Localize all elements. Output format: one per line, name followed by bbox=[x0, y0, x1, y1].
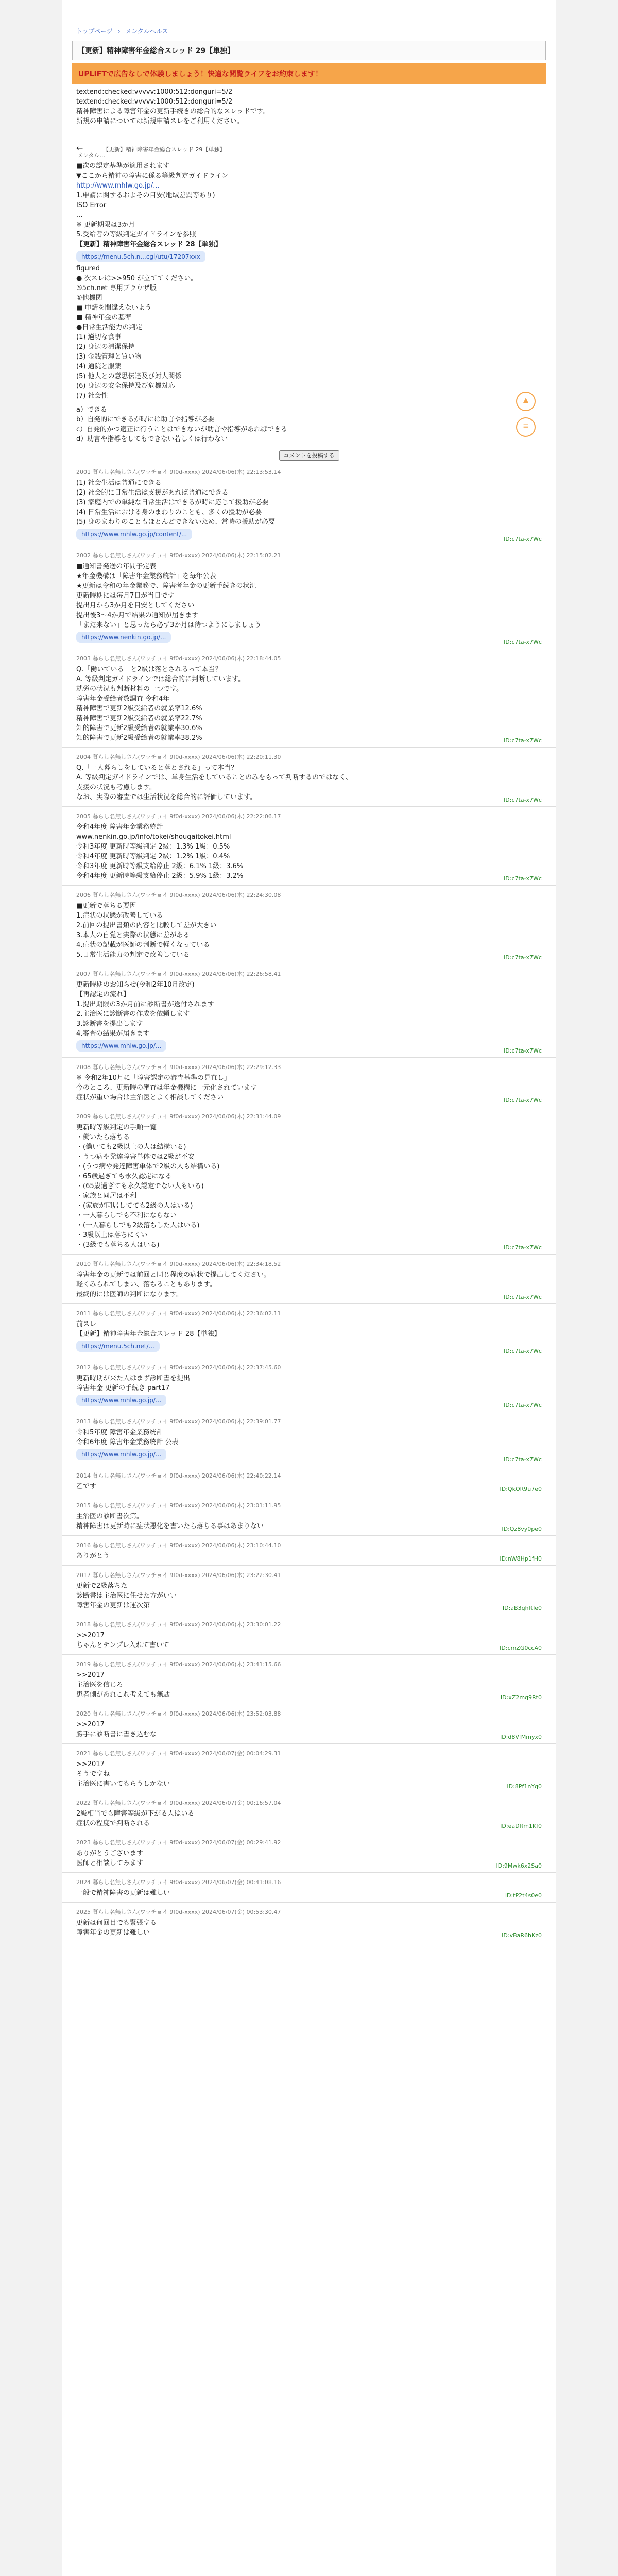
breadcrumb-category[interactable]: メンタルヘルス bbox=[125, 28, 168, 35]
post-meta[interactable]: 2013 暮らし名無しさん(ワッチョイ 9f0d-xxxx) 2024/06/06(木) 22:39:01.77 bbox=[76, 1418, 281, 1425]
post-line: ・65歳過ぎても永久認定になる bbox=[76, 1173, 172, 1180]
grade-box bbox=[76, 405, 542, 444]
post-line: 3.本人の自覚と実際の状態に差がある bbox=[76, 931, 190, 939]
post-id[interactable]: ID:9Mwk6x2Sa0 bbox=[496, 1862, 542, 1869]
post bbox=[62, 1655, 556, 1704]
post-line: 5.日常生活能力の判定で改善している bbox=[76, 951, 190, 959]
op-line: ■ 精神年金の基準 bbox=[76, 314, 132, 321]
post-line: 2.前回の提出書類の内容と比較して差が大きい bbox=[76, 922, 217, 929]
post-line: 2級相当でも障害等級が下がる人はいる bbox=[76, 1810, 195, 1818]
op-line: 5.受給者の等級判定ガイドラインを参照 bbox=[76, 231, 196, 239]
post-line: 主治医の診断書次第。 bbox=[76, 1513, 144, 1520]
uplift-banner[interactable]: UPLIFTで広告なしで体験しましょう！快適な閲覧ライフをお約束します！ bbox=[72, 63, 546, 84]
post-line: ・(うつ病や発達障害単体で2級の人も結構いる) bbox=[76, 1163, 220, 1171]
post-line: ■更新で落ちる要因 bbox=[76, 902, 136, 910]
post-line: 令和4年度 更新時等級判定 2級：1.2% 1級：0.4% bbox=[76, 853, 230, 860]
post-line: (2) 社会的に日常生活は支援があれば普通にできる bbox=[76, 489, 229, 497]
post-line: 更新で2級落ちた bbox=[76, 1582, 128, 1590]
grade-line: c）自発的かつ適正に行うことはできないが助言や指導があればできる bbox=[76, 426, 288, 433]
post-line: 患者側があれこれ考えても無駄 bbox=[76, 1691, 170, 1699]
post-meta[interactable]: 2003 暮らし名無しさん(ワッチョイ 9f0d-xxxx) 2024/06/06(木) 22:18:44.05 bbox=[76, 655, 281, 662]
post bbox=[62, 1358, 556, 1412]
op-line: (7) 社会性 bbox=[76, 392, 108, 400]
post-line: www.nenkin.go.jp/info/tokei/shougaitokei.html bbox=[76, 833, 231, 841]
post-line: 主治医を信じろ bbox=[76, 1681, 124, 1689]
post-line: 軽くみられてしまい、落ちることもあります。 bbox=[76, 1281, 216, 1289]
post-line: 前スレ bbox=[76, 1320, 97, 1328]
post-id[interactable]: ID:c7ta-x7Wc bbox=[504, 1047, 542, 1054]
post-line: >>2017 bbox=[76, 1671, 105, 1679]
post-line: 提出月から3か月を目安としてください bbox=[76, 602, 195, 609]
upload-icon[interactable]: ▲ bbox=[516, 392, 536, 411]
op-line: ※ 更新期限は3か月 bbox=[76, 221, 135, 229]
op-line: (1) 適切な食事 bbox=[76, 333, 122, 341]
post-line: 今のところ、更新時の審査は年金機構に一元化されています bbox=[76, 1084, 258, 1092]
menu-icon[interactable]: ≡ bbox=[516, 417, 536, 437]
breadcrumb-sep: › bbox=[117, 28, 121, 35]
post-id[interactable]: ID:8Pf1nYq0 bbox=[507, 1783, 542, 1790]
post-meta[interactable]: 2012 暮らし名無しさん(ワッチョイ 9f0d-xxxx) 2024/06/06(木) 22:37:45.60 bbox=[76, 1364, 281, 1371]
post-line: 障害年金 更新の手続き part17 bbox=[76, 1384, 170, 1392]
post bbox=[62, 1536, 556, 1566]
post-meta[interactable]: 2001 暮らし名無しさん(ワッチョイ 9f0d-xxxx) 2024/06/06(木) 22:13:53.14 bbox=[76, 469, 281, 476]
post bbox=[62, 1704, 556, 1744]
post-line: ・3級以上は落ちにくい bbox=[76, 1231, 148, 1239]
post-id[interactable]: ID:c7ta-x7Wc bbox=[504, 1097, 542, 1104]
post-link[interactable]: https://www.mhlw.go.jp/... bbox=[76, 1395, 166, 1406]
post-meta[interactable]: 2014 暮らし名無しさん(ワッチョイ 9f0d-xxxx) 2024/06/06(木) 22:40:22.14 bbox=[76, 1472, 281, 1479]
post-meta[interactable]: 2004 暮らし名無しさん(ワッチョイ 9f0d-xxxx) 2024/06/06(木) 22:20:11.30 bbox=[76, 754, 281, 760]
post-line: そうですね bbox=[76, 1770, 110, 1778]
post bbox=[62, 649, 556, 748]
post-id[interactable]: ID:c7ta-x7Wc bbox=[504, 1294, 542, 1300]
post-line: ちゃんとテンプレ入れて書いて bbox=[76, 1641, 169, 1649]
post-meta[interactable]: 2006 暮らし名無しさん(ワッチョイ 9f0d-xxxx) 2024/06/06(木) 22:24:30.08 bbox=[76, 892, 281, 899]
post-id[interactable]: ID:c7ta-x7Wc bbox=[504, 796, 542, 803]
post bbox=[62, 1304, 556, 1358]
post bbox=[62, 1793, 556, 1833]
post-line: Q.「一人暮らしをしていると落とされる」って本当？ bbox=[76, 764, 238, 772]
post-line: 【再認定の流れ】 bbox=[76, 991, 130, 998]
post-id[interactable]: ID:c7ta-x7Wc bbox=[504, 1348, 542, 1354]
post bbox=[62, 1744, 556, 1793]
intro-line: textend:checked:vvvvv:1000:512:donguri=5/2 bbox=[76, 98, 233, 106]
breadcrumb-top[interactable]: トップページ bbox=[76, 28, 113, 35]
post-line: 就労の状況も判断材料の一つです。 bbox=[76, 685, 183, 693]
post-meta[interactable]: 2008 暮らし名無しさん(ワッチョイ 9f0d-xxxx) 2024/06/06(木) 22:29:12.33 bbox=[76, 1064, 281, 1071]
post-line: (4) 日常生活における身のまわりのことも、多くの援助が必要 bbox=[76, 509, 262, 516]
intro-line: 精神障害による障害年金の更新手続きの総合的なスレッドです。 bbox=[76, 108, 270, 115]
post-meta[interactable]: 2009 暮らし名無しさん(ワッチョイ 9f0d-xxxx) 2024/06/06(木) 22:31:44.09 bbox=[76, 1113, 281, 1120]
post-line: ・(働いても2級以上の人は結構いる) bbox=[76, 1143, 186, 1151]
post-line: ・うつ病や発達障害単体では2級が不安 bbox=[76, 1153, 195, 1161]
post-line: >>2017 bbox=[76, 1721, 105, 1728]
post-line: 症状が重い場合は主治医とよく相談してください bbox=[76, 1094, 224, 1101]
intro-line: textend:checked:vvvvv:1000:512:donguri=5/2 bbox=[76, 88, 233, 96]
post-line: 3.診断書を提出します bbox=[76, 1020, 143, 1028]
post-meta[interactable]: 2020 暮らし名無しさん(ワッチョイ 9f0d-xxxx) 2024/06/06(木) 23:52:03.88 bbox=[76, 1710, 281, 1717]
post bbox=[62, 1566, 556, 1615]
post bbox=[62, 1107, 556, 1255]
op-line: ⑤5ch.net 専用ブラウザ版 bbox=[76, 284, 157, 292]
post-id[interactable]: ID:nW8Hp1fH0 bbox=[500, 1555, 542, 1562]
post bbox=[62, 1496, 556, 1536]
post bbox=[62, 886, 556, 964]
intro bbox=[62, 87, 556, 126]
post-id[interactable]: ID:c7ta-x7Wc bbox=[504, 875, 542, 882]
post-line: 令和5年度 障害年金業務統計 bbox=[76, 1429, 163, 1436]
breadcrumb bbox=[62, 0, 556, 39]
post-line: 【更新】精神障害年金総合スレッド 28【単独】 bbox=[76, 1330, 221, 1338]
post-meta[interactable]: 2011 暮らし名無しさん(ワッチョイ 9f0d-xxxx) 2024/06/06(木) 22:36:02.11 bbox=[76, 1310, 281, 1317]
grade-line: b）自発的にできるが時には助言や指導が必要 bbox=[76, 416, 215, 423]
post-line: A. 等級判定ガイドラインでは、単身生活をしていることのみをもって判断するのではなく、 bbox=[76, 774, 352, 782]
post-line: 精神障害で更新2級受給者の就業率22.7% bbox=[76, 715, 202, 722]
post-id[interactable]: ID:c7ta-x7Wc bbox=[504, 954, 542, 961]
post-line: ・(一人暮らしでも2級落ちした人はいる) bbox=[76, 1222, 200, 1229]
post-id[interactable]: ID:xZ2mq9Rt0 bbox=[500, 1694, 542, 1701]
post-line: 4.審査の結果が届きます bbox=[76, 1030, 150, 1038]
overlay-header bbox=[62, 138, 556, 159]
post bbox=[62, 1058, 556, 1107]
post-meta[interactable]: 2024 暮らし名無しさん(ワッチョイ 9f0d-xxxx) 2024/06/07(金) 00:41:08.16 bbox=[76, 1879, 281, 1886]
post bbox=[62, 1412, 556, 1466]
post-meta[interactable]: 2015 暮らし名無しさん(ワッチョイ 9f0d-xxxx) 2024/06/06(木) 23:01:11.95 bbox=[76, 1502, 281, 1509]
post-meta[interactable]: 2016 暮らし名無しさん(ワッチョイ 9f0d-xxxx) 2024/06/06(木) 23:10:44.10 bbox=[76, 1542, 281, 1549]
post-id[interactable]: ID:aB3ghRTe0 bbox=[502, 1605, 542, 1612]
post-line: 令和3年度 更新時等級支給停止 2級：6.1% 1級：3.6% bbox=[76, 862, 244, 870]
post-line: 最終的には医師の判断になります。 bbox=[76, 1291, 183, 1298]
post-line: 2.主治医に診断書の作成を依頼します bbox=[76, 1010, 190, 1018]
post-line: ありがとうございます bbox=[76, 1850, 144, 1857]
op-line: ⑤他機関 bbox=[76, 294, 102, 302]
post-line: 勝手に診断書に書き込むな bbox=[76, 1731, 157, 1738]
op-line: ● 次スレは>>950 が立ててください。 bbox=[76, 275, 198, 282]
post-line: 令和4年度 障害年金業務統計 bbox=[76, 823, 163, 831]
post-link[interactable]: https://www.nenkin.go.jp/... bbox=[76, 632, 171, 643]
op-line: figured bbox=[76, 265, 100, 273]
post-line: 医師と相談してみます bbox=[76, 1859, 144, 1867]
post-line: 4.症状の記載が医師の判断で軽くなっている bbox=[76, 941, 210, 949]
post-line: ・(65歳過ぎても永久認定でない人もいる) bbox=[76, 1182, 204, 1190]
post-line: なお、実際の審査では生活状況を総合的に評価しています。 bbox=[76, 793, 256, 801]
post-line: 更新時期のお知らせ(令和2年10月改定) bbox=[76, 981, 195, 989]
load-more-row bbox=[76, 448, 542, 463]
op-body bbox=[62, 161, 556, 463]
quoted-link[interactable]: https://menu.5ch.n...cgi/utu/17207xxx bbox=[76, 251, 205, 262]
thread-title: 【更新】精神障害年金総合スレッド 29【単独】 bbox=[72, 41, 546, 60]
post-meta[interactable]: 2018 暮らし名無しさん(ワッチョイ 9f0d-xxxx) 2024/06/06(木) 23:30:01.22 bbox=[76, 1621, 281, 1628]
post-line: 支援の状況も考慮します。 bbox=[76, 784, 156, 791]
post-line: 1.提出期限の3か月前に診断書が送付されます bbox=[76, 1001, 214, 1008]
op-line: ... bbox=[76, 211, 83, 219]
post-id[interactable]: ID:c7ta-x7Wc bbox=[504, 737, 542, 744]
post-line: 令和3年度 更新時等級判定 2級：1.3% 1級：0.5% bbox=[76, 843, 230, 851]
post-line: 1.症状の状態が改善している bbox=[76, 912, 163, 920]
post-meta[interactable]: 2023 暮らし名無しさん(ワッチョイ 9f0d-xxxx) 2024/06/07(金) 00:29:41.92 bbox=[76, 1839, 281, 1846]
post bbox=[62, 1833, 556, 1873]
op-line: (6) 身辺の安全保持及び危機対応 bbox=[76, 382, 175, 390]
post-line: ・家族と同居は不利 bbox=[76, 1192, 137, 1200]
op-line: 1.申請に関するおよその目安(地域差異等あり) bbox=[76, 192, 215, 199]
post-line: 障害年金の更新は難しい bbox=[76, 1929, 150, 1937]
post-line: A. 等級判定ガイドラインでは総合的に判断しています。 bbox=[76, 675, 245, 683]
post-line: 主治医に書いてもらうしかない bbox=[76, 1780, 170, 1788]
post-line: >>2017 bbox=[76, 1632, 105, 1639]
post-id[interactable]: ID:c7ta-x7Wc bbox=[504, 536, 542, 543]
post bbox=[62, 964, 556, 1058]
post-line: 更新時等級判定の手順一覧 bbox=[76, 1124, 157, 1131]
post bbox=[62, 1466, 556, 1496]
post-line: 症状の程度で判断される bbox=[76, 1820, 150, 1827]
post bbox=[62, 463, 556, 546]
post-line: ・(3級でも落ちる人はいる) bbox=[76, 1241, 160, 1249]
post-id[interactable]: ID:cmZG0ccA0 bbox=[500, 1645, 542, 1651]
post-line: 精神障害で更新2級受給者の就業率12.6% bbox=[76, 705, 202, 713]
post-line: 更新時期には毎月7日が当日です bbox=[76, 592, 175, 600]
post-line: 診断書は主治医に任せた方がいい bbox=[76, 1592, 177, 1600]
post-meta[interactable]: 2005 暮らし名無しさん(ワッチョイ 9f0d-xxxx) 2024/06/06(木) 22:22:06.17 bbox=[76, 813, 281, 820]
post-line: (3) 家庭内での単純な日常生活はできるが時に応じて援助が必要 bbox=[76, 499, 269, 506]
post-id[interactable]: ID:Qz8vy0pe0 bbox=[502, 1526, 542, 1532]
op-line: ISO Error bbox=[76, 201, 107, 209]
post-line: 令和4年度 更新時等級支給停止 2級：5.9% 1級：3.2% bbox=[76, 872, 244, 880]
overlay-sub: メンタル... bbox=[77, 152, 106, 159]
op-line: ▼ここから精神の障害に係る等級判定ガイドライン bbox=[76, 172, 229, 180]
post bbox=[62, 807, 556, 886]
op-line: ■ 申請を間違えないよう bbox=[76, 304, 152, 312]
post-line: (1) 社会生活は普通にできる bbox=[76, 479, 162, 487]
post bbox=[62, 1615, 556, 1655]
op-line: (4) 通院と服薬 bbox=[76, 363, 122, 370]
post-line: 知的障害で更新2級受給者の就業率30.6% bbox=[76, 724, 202, 732]
intro-line: 新規の申請については新規申請スレをご利用ください。 bbox=[76, 117, 244, 125]
overlay-title: 【更新】精神障害年金総合スレッド 29【単独】 bbox=[103, 146, 226, 153]
op-line: (3) 金銭管理と買い物 bbox=[76, 353, 142, 361]
op-line[interactable]: http://www.mhlw.go.jp/... bbox=[76, 182, 160, 190]
post-id[interactable]: ID:c7ta-x7Wc bbox=[504, 1456, 542, 1463]
post-line: 提出後3〜4か月で結果の通知が届きます bbox=[76, 612, 199, 619]
post-meta[interactable]: 2025 暮らし名無しさん(ワッチョイ 9f0d-xxxx) 2024/06/07(金) 00:53:30.47 bbox=[76, 1909, 281, 1916]
post-line: Q.「働いている」と2級は落とされるって本当？ bbox=[76, 666, 222, 673]
post bbox=[62, 1255, 556, 1304]
post-id[interactable]: ID:vBaR6hKz0 bbox=[502, 1932, 542, 1939]
post-meta[interactable]: 2017 暮らし名無しさん(ワッチョイ 9f0d-xxxx) 2024/06/06(木) 23:22:30.41 bbox=[76, 1572, 281, 1579]
post-link[interactable]: https://www.mhlw.go.jp/... bbox=[76, 1449, 166, 1460]
post-id[interactable]: ID:QkOR9u7e0 bbox=[500, 1486, 542, 1493]
op-line: (5) 他人との意思伝達及び対人関係 bbox=[76, 372, 182, 380]
post-line: 「まだ来ない」と思ったら必ず3か月は待つようにしましょう bbox=[76, 621, 262, 629]
post-meta[interactable]: 2002 暮らし名無しさん(ワッチョイ 9f0d-xxxx) 2024/06/06(木) 22:15:02.21 bbox=[76, 552, 281, 559]
post bbox=[62, 1873, 556, 1903]
post-line: ★年金機構は「障害年金業務統計」を毎年公表 bbox=[76, 572, 216, 580]
grade-line: d）助言や指導をしてもできない若しくは行わない bbox=[76, 435, 228, 443]
post-line: ・働いたら落ちる bbox=[76, 1133, 130, 1141]
post-line: ■通知書発送の年間予定表 bbox=[76, 563, 157, 570]
post-line: ※ 令和2年10月に「障害認定の審査基準の見直し」 bbox=[76, 1074, 231, 1082]
op-line: ●日常生活能力の判定 bbox=[76, 324, 143, 331]
post-line: 更新時期が来た人はまず診断書を提出 bbox=[76, 1375, 191, 1382]
post-meta[interactable]: 2022 暮らし名無しさん(ワッチョイ 9f0d-xxxx) 2024/06/07(金) 00:16:57.04 bbox=[76, 1800, 281, 1806]
post-list bbox=[62, 463, 556, 1942]
post-line: ・(家族が同居してても2級の人はいる) bbox=[76, 1202, 193, 1210]
post-line: 一般で精神障害の更新は難しい bbox=[76, 1889, 170, 1897]
back-icon[interactable]: ← bbox=[76, 143, 83, 153]
post-line: 障害年金の更新は運次第 bbox=[76, 1602, 150, 1609]
post-meta[interactable]: 2010 暮らし名無しさん(ワッチョイ 9f0d-xxxx) 2024/06/06(木) 22:34:18.52 bbox=[76, 1261, 281, 1267]
post-line: ・一人暮らしでも不利にならない bbox=[76, 1212, 177, 1219]
post-line: ★更新は令和の年金業務で、障害者年金の更新手続きの状況 bbox=[76, 582, 256, 590]
post-line: 令和6年度 障害年金業務統計 公表 bbox=[76, 1438, 179, 1446]
post-id[interactable]: ID:c7ta-x7Wc bbox=[504, 1244, 542, 1251]
grade-line: a）できる bbox=[76, 406, 107, 414]
post-line: 乙です bbox=[76, 1483, 97, 1490]
post-id[interactable]: ID:tP2t4s0e0 bbox=[505, 1892, 542, 1899]
post-id[interactable]: ID:d8VfMmyx0 bbox=[500, 1734, 542, 1740]
post-id[interactable]: ID:c7ta-x7Wc bbox=[504, 1402, 542, 1409]
post-comment-button[interactable]: コメントを投稿する bbox=[279, 450, 339, 461]
op-line: 【更新】精神障害年金総合スレッド 28【単独】 bbox=[76, 241, 222, 248]
op-line: (2) 身辺の清潔保持 bbox=[76, 343, 135, 351]
op-line: ■次の認定基準が適用されます bbox=[76, 162, 170, 170]
post bbox=[62, 546, 556, 649]
post-line: ありがとう bbox=[76, 1552, 110, 1560]
post-line: 知的障害で更新2級受給者の就業率38.2% bbox=[76, 734, 202, 742]
post-line: (5) 身のまわりのこともほとんどできないため、常時の援助が必要 bbox=[76, 518, 276, 526]
post-link[interactable]: https://menu.5ch.net/... bbox=[76, 1341, 160, 1352]
post-line: 障害年金の更新では前回と同じ程度の病状で提出してください。 bbox=[76, 1271, 271, 1279]
post-meta[interactable]: 2019 暮らし名無しさん(ワッチョイ 9f0d-xxxx) 2024/06/06(木) 23:41:15.66 bbox=[76, 1661, 281, 1668]
post-line: 精神障害は更新時に症状悪化を書いたら落ちる事はあまりない bbox=[76, 1522, 264, 1530]
post-meta[interactable]: 2007 暮らし名無しさん(ワッチョイ 9f0d-xxxx) 2024/06/06(木) 22:26:58.41 bbox=[76, 971, 281, 977]
post-line: 更新は何回目でも緊張する bbox=[76, 1919, 157, 1927]
page bbox=[62, 0, 556, 2576]
post-id[interactable]: ID:eaDRm1Kf0 bbox=[500, 1823, 542, 1829]
post-link[interactable]: https://www.mhlw.go.jp/content/... bbox=[76, 529, 192, 540]
post bbox=[62, 1903, 556, 1942]
post-line: >>2017 bbox=[76, 1760, 105, 1768]
post-link[interactable]: https://www.mhlw.go.jp/... bbox=[76, 1040, 166, 1052]
post-meta[interactable]: 2021 暮らし名無しさん(ワッチョイ 9f0d-xxxx) 2024/06/07(金) 00:04:29.31 bbox=[76, 1750, 281, 1757]
post bbox=[62, 748, 556, 807]
post-id[interactable]: ID:c7ta-x7Wc bbox=[504, 639, 542, 646]
post-line: 障害年金受給者数調査 令和4年 bbox=[76, 695, 170, 703]
